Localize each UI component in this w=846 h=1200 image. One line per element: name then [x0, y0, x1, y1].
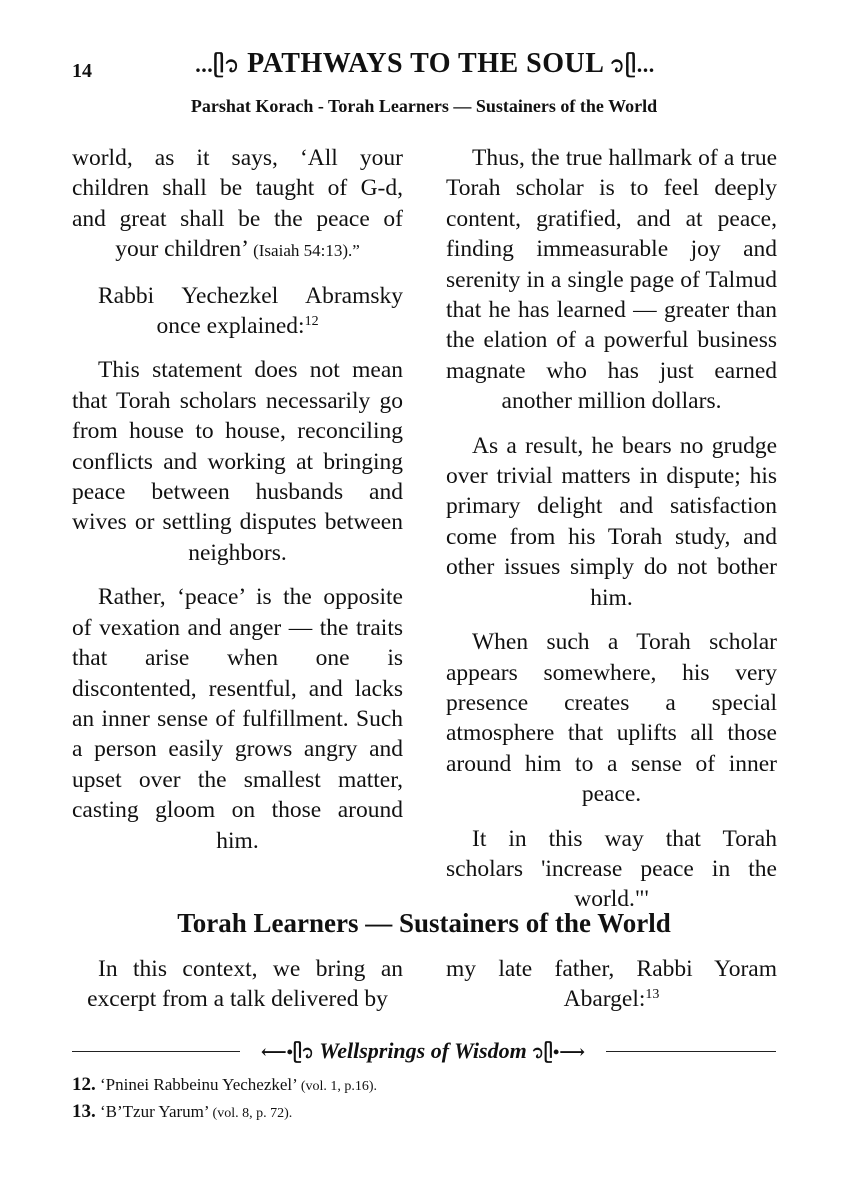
footnote-marker[interactable]: 12	[304, 314, 319, 330]
paragraph: my late father, Rabbi Yoram Abargel:$^{13}$	[446, 956, 777, 1013]
footnote	[72, 1072, 776, 1099]
footnotes	[72, 1072, 776, 1126]
scripture-reference: (Isaiah 54:13).”	[253, 241, 360, 261]
paragraph: It in this way that Torah scholars 'increase peace in the world."'	[446, 825, 777, 913]
paragraph: This statement does not mean that Torah scholars necessarily go from house to house, reconciling conflicts and working at bringing peace between husbands and wives or settling disputes between neighbors.	[72, 357, 403, 566]
section-right-column	[446, 954, 777, 1015]
left-column	[72, 143, 403, 870]
book-title: PATHWAYS TO THE SOUL	[247, 48, 603, 79]
paragraph: Thus, the true hallmark of a true Torah scholar is to feel deeply content, gratified, and at peace, finding immeasurable joy and serenity in a single page of Talmud that he has learned — greater than the elation of a powerful business magnate who has just earned another million dollars.	[446, 145, 777, 415]
ornament-left-icon: ...ᥫ᭡	[195, 52, 240, 77]
page-number: 14	[72, 60, 92, 82]
right-column	[446, 143, 777, 929]
paragraph: Rather, ‘peace’ is the opposite of vexation and anger — the traits that arise when one is discontented, resentful, and lacks an inner sense of fulfillment. Such a person easily grows angry and upset over the smallest matter, casting gloom on those around him.	[72, 584, 403, 854]
footer-banner	[240, 1036, 606, 1066]
paragraph: Rabbi Yechezkel Abramsky once explained:$^{12}$	[98, 282, 403, 340]
footnote-reference: (vol. 8, p. 72).	[212, 1106, 293, 1121]
chapter-subtitle: Parshat Korach - Torah Learners — Sustainers of the World	[190, 96, 658, 116]
footnote-source: ‘Pninei Rabbeinu Yechezkel’	[100, 1075, 297, 1094]
footnote-marker[interactable]: 13	[645, 987, 660, 1003]
running-header	[130, 48, 720, 88]
footnote	[72, 1099, 776, 1126]
section-heading: Torah Learners — Sustainers of the World	[177, 908, 671, 938]
ornament-right-icon: ᭡ᥫ•⟶	[532, 1042, 586, 1062]
paragraph: world, as it says, ‘All your children shall be taught of G-d, and great shall be the peace of your children’ (Isaiah 54:13).”	[72, 145, 403, 263]
footnote-number: 13.	[72, 1101, 96, 1122]
ornament-left-icon: ⟵•ᥫ᭡	[260, 1042, 314, 1062]
footer-banner-text: Wellsprings of Wisdom	[319, 1038, 527, 1063]
paragraph: When such a Torah scholar appears somewhere, his very presence creates a special atmosphere that uplifts all those around him to a sense of inner peace.	[446, 629, 777, 808]
ornament-right-icon: ᭡ᥫ...	[610, 52, 655, 77]
paragraph: As a result, he bears no grudge over trivial matters in dispute; his primary delight and satisfaction come from his Torah study, and other issues simply do not bother him.	[446, 432, 777, 611]
footnote-source: ‘B’Tzur Yarum’	[100, 1102, 209, 1121]
footnote-number: 12.	[72, 1074, 96, 1095]
footnote-reference: (vol. 1, p.16).	[300, 1079, 378, 1094]
section-left-column	[72, 954, 403, 1015]
paragraph: In this context, we bring an excerpt from a talk delivered by	[87, 956, 403, 1013]
